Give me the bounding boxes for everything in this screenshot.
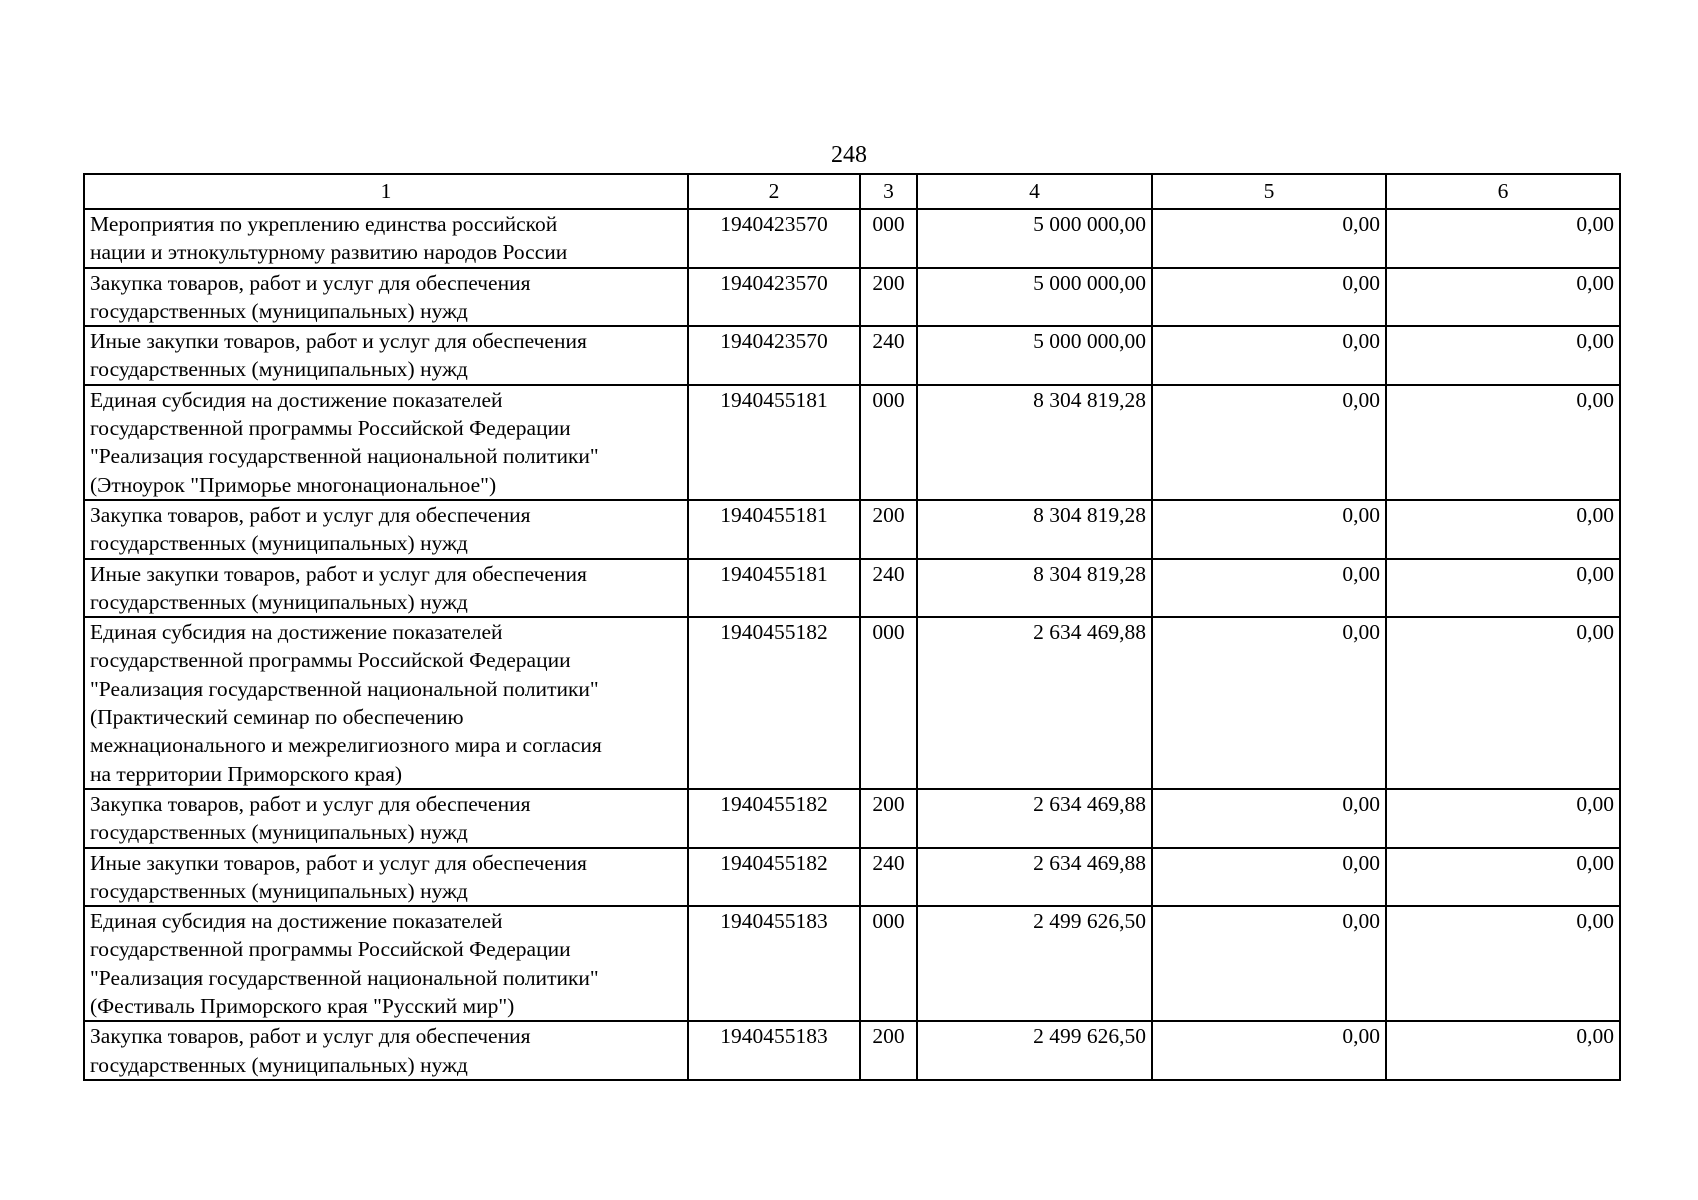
- row-value-col4: 2 499 626,50: [917, 1021, 1152, 1080]
- row-value-col6: 0,00: [1386, 209, 1620, 268]
- row-name-cell: [84, 500, 688, 559]
- row-name-cell: [84, 789, 688, 848]
- table-body: [84, 209, 1620, 1080]
- row-code-cell: 1940455182: [688, 848, 860, 907]
- row-kind-cell: 000: [860, 617, 917, 789]
- column-header: 5: [1152, 174, 1386, 209]
- row-name-cell: [84, 559, 688, 618]
- row-name-line: государственных (муниципальных) нужд: [90, 820, 468, 845]
- row-value-col4: 5 000 000,00: [917, 326, 1152, 385]
- row-kind-cell: 200: [860, 1021, 917, 1080]
- row-code-cell: 1940423570: [688, 268, 860, 327]
- row-value-col5: 0,00: [1152, 385, 1386, 500]
- table-row: [84, 848, 1620, 907]
- row-value-col6: 0,00: [1386, 268, 1620, 327]
- table-header: [84, 174, 1620, 209]
- row-code-cell: 1940423570: [688, 209, 860, 268]
- row-kind-cell: 200: [860, 789, 917, 848]
- page-number: 248: [831, 142, 867, 168]
- row-name-line: государственной программы Российской Федерации: [90, 648, 571, 673]
- row-value-col6: 0,00: [1386, 848, 1620, 907]
- row-value-col5: 0,00: [1152, 848, 1386, 907]
- row-code-cell: 1940455183: [688, 1021, 860, 1080]
- row-value-col6: 0,00: [1386, 385, 1620, 500]
- row-kind-cell: 200: [860, 500, 917, 559]
- row-code-cell: 1940455182: [688, 789, 860, 848]
- row-value-col5: 0,00: [1152, 1021, 1386, 1080]
- row-value-col4: 5 000 000,00: [917, 209, 1152, 268]
- table-row: [84, 326, 1620, 385]
- column-header: 1: [84, 174, 688, 209]
- row-name-line: государственных (муниципальных) нужд: [90, 298, 468, 323]
- row-name-cell: [84, 617, 688, 789]
- row-name-line: Единая субсидия на достижение показателей: [90, 909, 503, 934]
- row-value-col4: 2 634 469,88: [917, 848, 1152, 907]
- row-name-line: государственных (муниципальных) нужд: [90, 357, 468, 382]
- row-name-line: государственных (муниципальных) нужд: [90, 589, 468, 614]
- row-code-cell: 1940455181: [688, 385, 860, 500]
- row-name-line: Мероприятия по укреплению единства российской: [90, 212, 558, 236]
- table-row: [84, 500, 1620, 559]
- row-value-col4: 2 634 469,88: [917, 789, 1152, 848]
- table-row: [84, 789, 1620, 848]
- row-value-col5: 0,00: [1152, 268, 1386, 327]
- row-value-col5: 0,00: [1152, 500, 1386, 559]
- row-name-line: Закупка товаров, работ и услуг для обеспечения: [90, 270, 531, 295]
- row-name-line: государственной программы Российской Федерации: [90, 416, 571, 441]
- row-name-line: "Реализация государственной национальной политики": [90, 676, 599, 701]
- row-name-cell: [84, 326, 688, 385]
- row-name-line: государственных (муниципальных) нужд: [90, 1052, 468, 1077]
- row-value-col6: 0,00: [1386, 617, 1620, 789]
- table-row: [84, 1021, 1620, 1080]
- row-name-cell: [84, 385, 688, 500]
- row-value-col4: 8 304 819,28: [917, 385, 1152, 500]
- row-name-line: Единая субсидия на достижение показателей: [90, 620, 503, 645]
- row-code-cell: 1940455181: [688, 559, 860, 618]
- row-name-line: нации и этнокультурному развитию народов России: [90, 240, 568, 265]
- row-name-line: Единая субсидия на достижение показателей: [90, 387, 503, 412]
- row-name-line: Иные закупки товаров, работ и услуг для обеспечения: [90, 850, 587, 875]
- header-row: [84, 174, 1620, 209]
- column-header: 3: [860, 174, 917, 209]
- row-name-line: Закупка товаров, работ и услуг для обеспечения: [90, 791, 531, 816]
- row-value-col6: 0,00: [1386, 326, 1620, 385]
- row-value-col5: 0,00: [1152, 906, 1386, 1021]
- row-value-col6: 0,00: [1386, 906, 1620, 1021]
- row-value-col4: 2 499 626,50: [917, 906, 1152, 1021]
- row-name-cell: [84, 1021, 688, 1080]
- row-name-line: Закупка товаров, работ и услуг для обеспечения: [90, 1024, 531, 1049]
- table-row: [84, 385, 1620, 500]
- row-name-line: Закупка товаров, работ и услуг для обеспечения: [90, 502, 531, 527]
- row-name-cell: [84, 906, 688, 1021]
- table-row: [84, 617, 1620, 789]
- row-kind-cell: 200: [860, 268, 917, 327]
- row-value-col5: 0,00: [1152, 559, 1386, 618]
- row-value-col5: 0,00: [1152, 209, 1386, 268]
- row-name-line: межнационального и межрелигиозного мира и согласия: [90, 733, 602, 758]
- row-name-line: (Этноурок "Приморье многонациональное"): [90, 472, 497, 497]
- row-name-line: "Реализация государственной национальной политики": [90, 444, 599, 469]
- row-name-line: (Фестиваль Приморского края "Русский мир"): [90, 994, 515, 1019]
- row-name-cell: [84, 209, 688, 268]
- row-value-col6: 0,00: [1386, 500, 1620, 559]
- table-row: [84, 559, 1620, 618]
- table-row: [84, 209, 1620, 268]
- row-name-line: Иные закупки товаров, работ и услуг для обеспечения: [90, 561, 587, 586]
- row-value-col6: 0,00: [1386, 789, 1620, 848]
- row-name-line: Иные закупки товаров, работ и услуг для обеспечения: [90, 329, 587, 354]
- table-row: [84, 906, 1620, 1021]
- row-kind-cell: 000: [860, 209, 917, 268]
- row-kind-cell: 000: [860, 385, 917, 500]
- row-code-cell: 1940423570: [688, 326, 860, 385]
- row-name-line: государственных (муниципальных) нужд: [90, 531, 468, 556]
- row-kind-cell: 000: [860, 906, 917, 1021]
- column-header: 2: [688, 174, 860, 209]
- row-name-line: (Практический семинар по обеспечению: [90, 705, 464, 730]
- row-value-col5: 0,00: [1152, 326, 1386, 385]
- row-value-col4: 8 304 819,28: [917, 500, 1152, 559]
- row-name-line: на территории Приморского края): [90, 761, 403, 786]
- row-name-line: "Реализация государственной национальной политики": [90, 965, 599, 990]
- table-row: [84, 268, 1620, 327]
- row-value-col5: 0,00: [1152, 617, 1386, 789]
- row-value-col6: 0,00: [1386, 559, 1620, 618]
- row-value-col6: 0,00: [1386, 1021, 1620, 1080]
- row-value-col4: 5 000 000,00: [917, 268, 1152, 327]
- row-kind-cell: 240: [860, 326, 917, 385]
- column-header: 6: [1386, 174, 1620, 209]
- row-value-col4: 8 304 819,28: [917, 559, 1152, 618]
- row-value-col4: 2 634 469,88: [917, 617, 1152, 789]
- row-name-line: государственной программы Российской Федерации: [90, 937, 571, 962]
- row-code-cell: 1940455182: [688, 617, 860, 789]
- column-header: 4: [917, 174, 1152, 209]
- budget-table: [83, 173, 1621, 1081]
- row-kind-cell: 240: [860, 848, 917, 907]
- row-code-cell: 1940455183: [688, 906, 860, 1021]
- row-value-col5: 0,00: [1152, 789, 1386, 848]
- row-code-cell: 1940455181: [688, 500, 860, 559]
- row-kind-cell: 240: [860, 559, 917, 618]
- row-name-line: государственных (муниципальных) нужд: [90, 878, 468, 903]
- row-name-cell: [84, 268, 688, 327]
- row-name-cell: [84, 848, 688, 907]
